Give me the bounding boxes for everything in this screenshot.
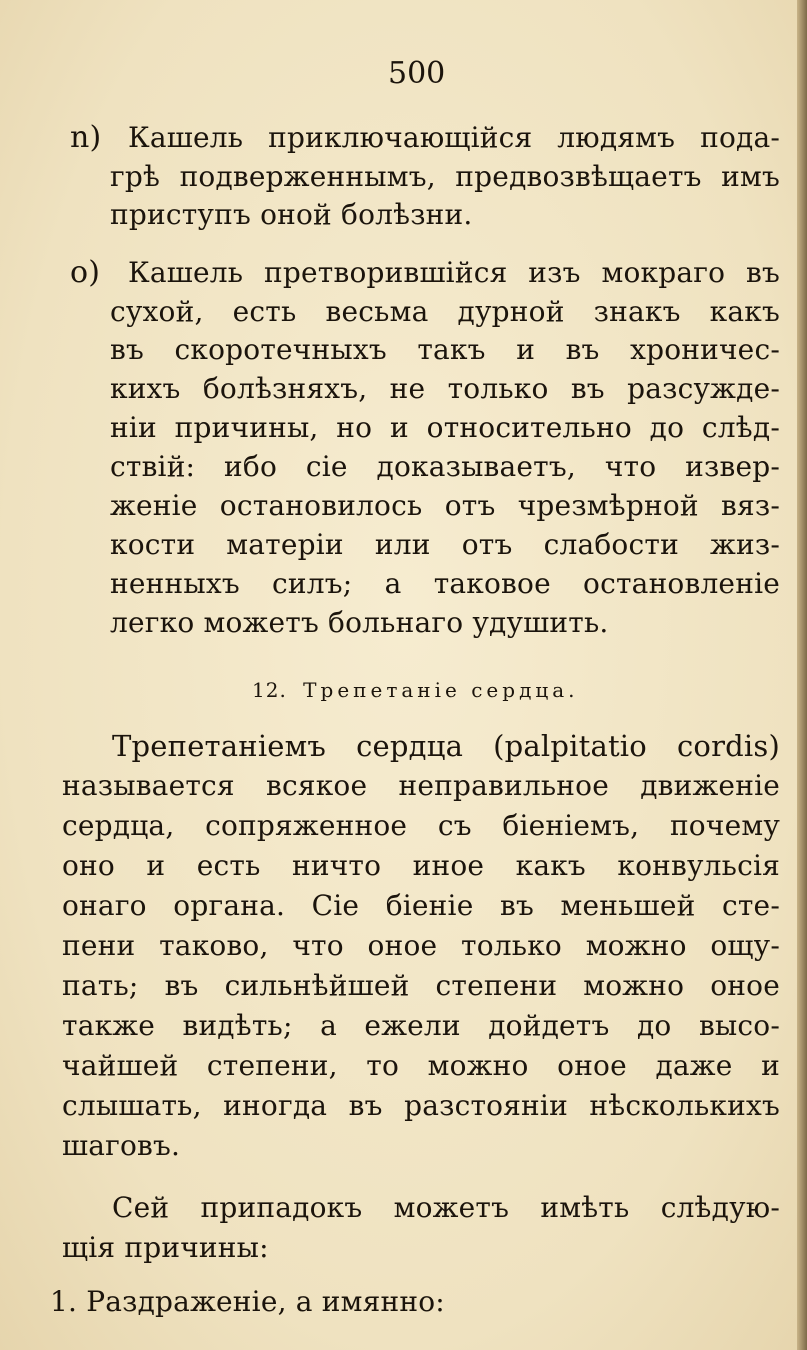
paragraph-1-line-10: слышать, иногда въ разстояніи нѣсколькихъ	[62, 1089, 780, 1122]
item-n-marker: n)	[70, 120, 102, 155]
item-o-line-3: въ скоротечныхъ такъ и въ хроничес-	[110, 333, 780, 366]
section-number: 12.	[252, 678, 287, 702]
item-n-line-1: Кашель приключающійся людямъ пода-	[128, 121, 780, 154]
paragraph-2-line-2: щія причины:	[62, 1231, 269, 1264]
paragraph-1-line-11: шаговъ.	[62, 1129, 181, 1162]
list-item-1: 1. Раздраженіе, а имянно:	[50, 1285, 445, 1318]
item-o-line-5: ніи причины, но и относительно до слѣд-	[110, 411, 780, 444]
item-o-line-8: кости матеріи или отъ слабости жиз-	[110, 528, 780, 561]
item-o-line-7: женіе остановилось отъ чрезмѣрной вяз-	[110, 489, 780, 522]
item-n-line-2: грѣ подверженнымъ, предвозвѣщаетъ имъ	[110, 160, 780, 193]
section-title: Трепетаніе сердца.	[303, 678, 579, 702]
paragraph-2-line-1: Сей припадокъ можетъ имѣть слѣдую-	[112, 1191, 780, 1224]
item-o-line-6: ствій: ибо сіе доказываетъ, что извер-	[110, 450, 780, 483]
paragraph-1-line-8: также видѣть; а ежели дойдетъ до высо-	[62, 1009, 780, 1042]
item-o-line-10: легко можетъ больнаго удушить.	[110, 606, 609, 639]
item-n-line-3: приступъ оной болѣзни.	[110, 198, 473, 231]
paragraph-1-line-6: пени таково, что оное только можно ощу-	[62, 929, 780, 962]
paragraph-1-line-1: Трепетаніемъ сердца (palpitatio cordis)	[112, 729, 780, 763]
item-o-line-2: сухой, есть весьма дурной знакъ какъ	[110, 295, 780, 328]
page-number: 500	[388, 56, 446, 91]
item-o-line-1: Кашель претворившійся изъ мокраго въ	[128, 256, 780, 289]
item-o-line-9: ненныхъ силъ; а таковое остановленіе	[110, 567, 780, 600]
paragraph-1-line-3: сердца, сопряженное съ біеніемъ, почему	[62, 809, 780, 842]
paragraph-1-line-2: называется всякое неправильное движеніе	[62, 769, 780, 802]
item-o-line-4: кихъ болѣзняхъ, не только въ разсужде-	[110, 372, 780, 405]
paragraph-1-line-7: пать; въ сильнѣйшей степени можно оное	[62, 969, 780, 1002]
paragraph-1-line-4: оно и есть ничто иное какъ конвульсія	[62, 849, 780, 882]
item-o-marker: o)	[70, 255, 101, 290]
paragraph-1-line-5: онаго органа. Сіе біеніе въ меньшей сте-	[62, 889, 780, 922]
page-edge	[797, 0, 807, 1350]
paragraph-1-line-9: чайшей степени, то можно оное даже и	[62, 1049, 780, 1082]
section-heading	[252, 678, 579, 702]
